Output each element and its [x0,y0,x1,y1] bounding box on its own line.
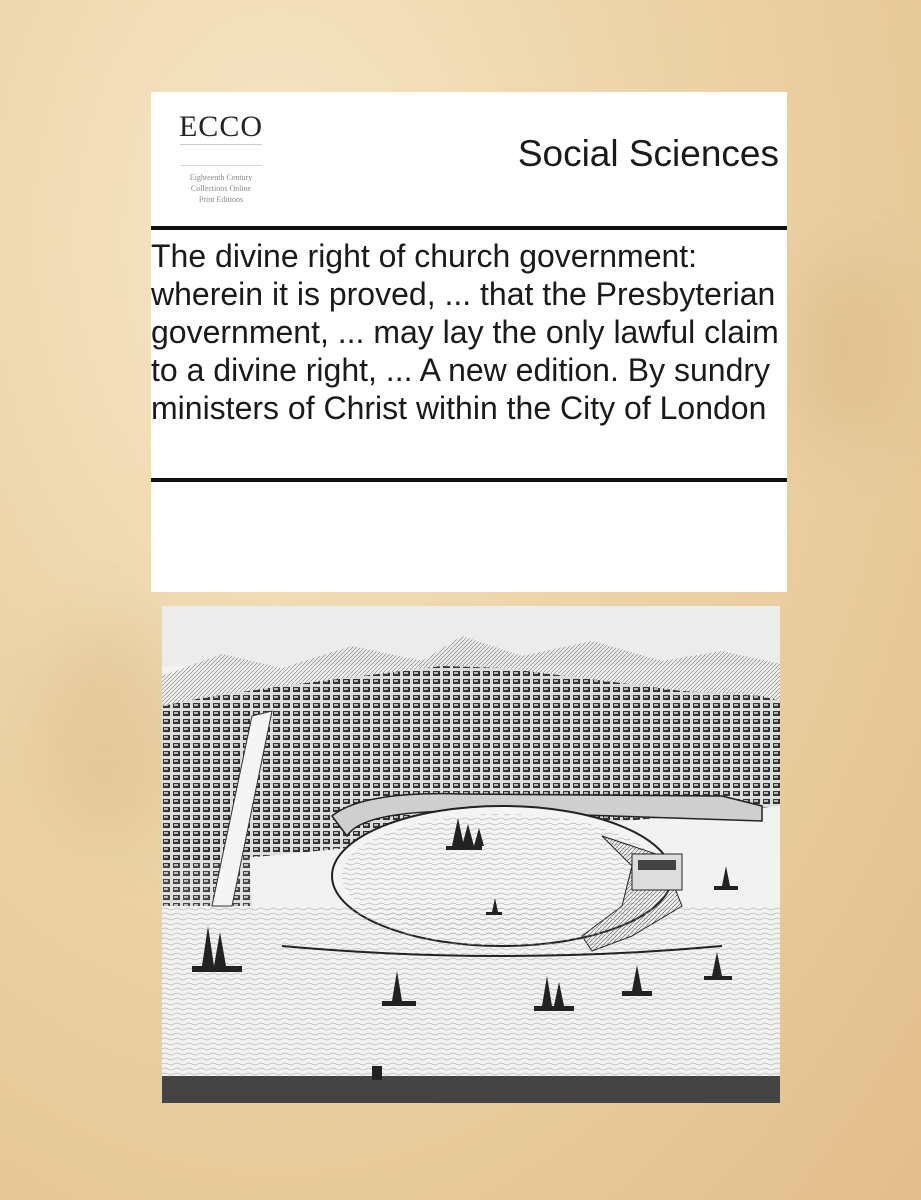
parchment-stain [790,260,900,440]
cover-panel [151,92,787,592]
category-label: Social Sciences [517,133,779,174]
logo-line: Eighteenth Century [189,173,253,182]
logo-line: Collections Online [190,184,252,193]
harbor-engraving-svg [162,606,780,1103]
book-title: The divine right of church government: wherein it is proved, ... that the Presbyterian government, ... may lay the only lawful claim to a divine right, ... A new edition. By sundry ministers of Christ within the City of London [151,238,779,426]
logo-line: Print Editions [198,195,244,204]
parchment-stain [40,620,180,840]
logo-lines [166,172,276,205]
logo-mark: ECCO [178,110,263,143]
divider-top [151,226,787,230]
ecco-logo [166,102,276,220]
harbor-engraving-illustration [162,606,780,1103]
divider-bottom [151,478,787,482]
logo-ghost-text [180,144,262,166]
